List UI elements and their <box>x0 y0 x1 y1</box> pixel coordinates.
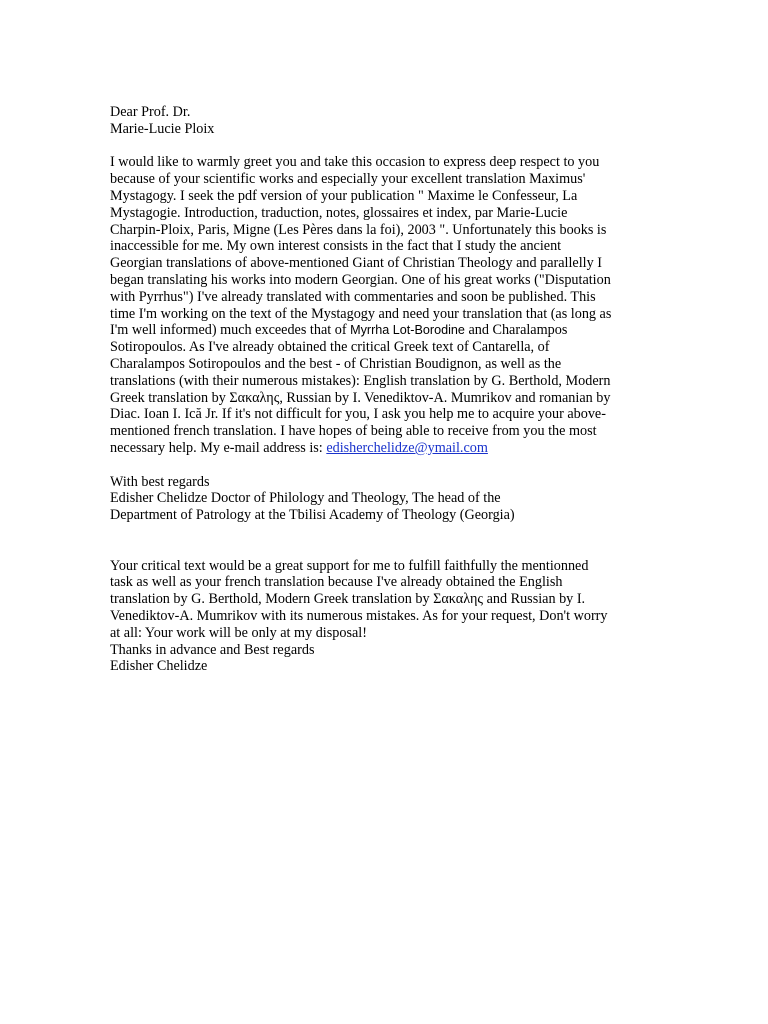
body-line: I would like to warmly greet you and take this occasion to express deep respect to you <box>110 154 600 171</box>
body-line: Sotiropoulos. As I've already obtained the critical Greek text of Cantarella, of <box>110 339 550 356</box>
body-line: time I'm working on the text of the Mystagogy and need your translation that (as long as <box>110 305 612 322</box>
postscript-line: task as well as your french translation because I've already obtained the English <box>110 574 563 591</box>
body-line: with Pyrrhus") I've already translated with commentaries and soon be published. This <box>110 288 596 305</box>
body-line: Mystagogy. I seek the pdf version of your publication " Maxime le Confesseur, La <box>110 187 578 204</box>
postscript-line: Your critical text would be a great support for me to fulfill faithfully the mentionned <box>110 557 589 574</box>
postscript-line: Venediktov-A. Mumrikov with its numerous mistakes. As for your request, Don't worry <box>110 607 608 624</box>
body-line <box>110 440 670 457</box>
postscript-paragraph <box>110 558 670 676</box>
body-line: translations (with their numerous mistakes): English translation by G. Berthold, Modern <box>110 372 611 389</box>
translator-name: Myrrha Lot-Borodine <box>350 323 465 338</box>
postscript-line: translation by G. Berthold, Modern Greek translation by Σακαλης and Russian by I. <box>110 591 586 608</box>
body-line: Greek translation by Σακαλης, Russian by I. Venediktov-A. Mumrikov and romanian by <box>110 389 611 406</box>
letter-body-paragraph <box>110 154 670 456</box>
paragraph-gap <box>110 524 670 558</box>
body-line: inaccessible for me. My own interest consists in the fact that I study the ancient <box>110 238 562 255</box>
salutation <box>110 104 670 138</box>
closing-regards: With best regards <box>110 473 210 490</box>
postscript-line: at all: Your work will be only at my disposal! <box>110 624 367 641</box>
signature-block <box>110 474 670 524</box>
body-line <box>110 322 670 339</box>
salutation-name: Marie-Lucie Ploix <box>110 120 215 137</box>
body-line: Georgian translations of above-mentioned Giant of Christian Theology and parallelly I <box>110 255 602 272</box>
body-line: Mystagogie. Introduction, traduction, notes, glossaires et index, par Marie-Lucie <box>110 204 568 221</box>
body-line: mentioned french translation. I have hopes of being able to receive from you the most <box>110 423 597 440</box>
signature-line: Department of Patrology at the Tbilisi Academy of Theology (Georgia) <box>110 507 515 524</box>
salutation-title: Dear Prof. Dr. <box>110 104 191 120</box>
body-text: and Charalampos <box>464 322 568 339</box>
letter-page <box>110 104 670 675</box>
postscript-signature: Edisher Chelidze <box>110 658 208 675</box>
body-line: because of your scientific works and especially your excellent translation Maximus' <box>110 171 586 188</box>
paragraph-gap <box>110 457 670 474</box>
signature-line: Edisher Chelidze Doctor of Philology and Theology, The head of the <box>110 490 501 507</box>
postscript-thanks: Thanks in advance and Best regards <box>110 641 315 658</box>
paragraph-gap <box>110 138 670 155</box>
body-line: began translating his works into modern Georgian. One of his great works ("Disputation <box>110 271 611 288</box>
body-line: Charalampos Sotiropoulos and the best - of Christian Boudignon, as well as the <box>110 355 562 372</box>
email-link[interactable]: edisherchelidze@ymail.com <box>326 439 488 456</box>
body-text: necessary help. My e-mail address is: <box>110 439 327 456</box>
body-text: I'm well informed) much exceedes that of <box>110 322 351 339</box>
body-line: Diac. Ioan I. Ică Jr. If it's not difficult for you, I ask you help me to acquire your above- <box>110 406 606 423</box>
body-line: Charpin-Ploix, Paris, Migne (Les Pères dans la foi), 2003 ". Unfortunately this books is <box>110 221 607 238</box>
